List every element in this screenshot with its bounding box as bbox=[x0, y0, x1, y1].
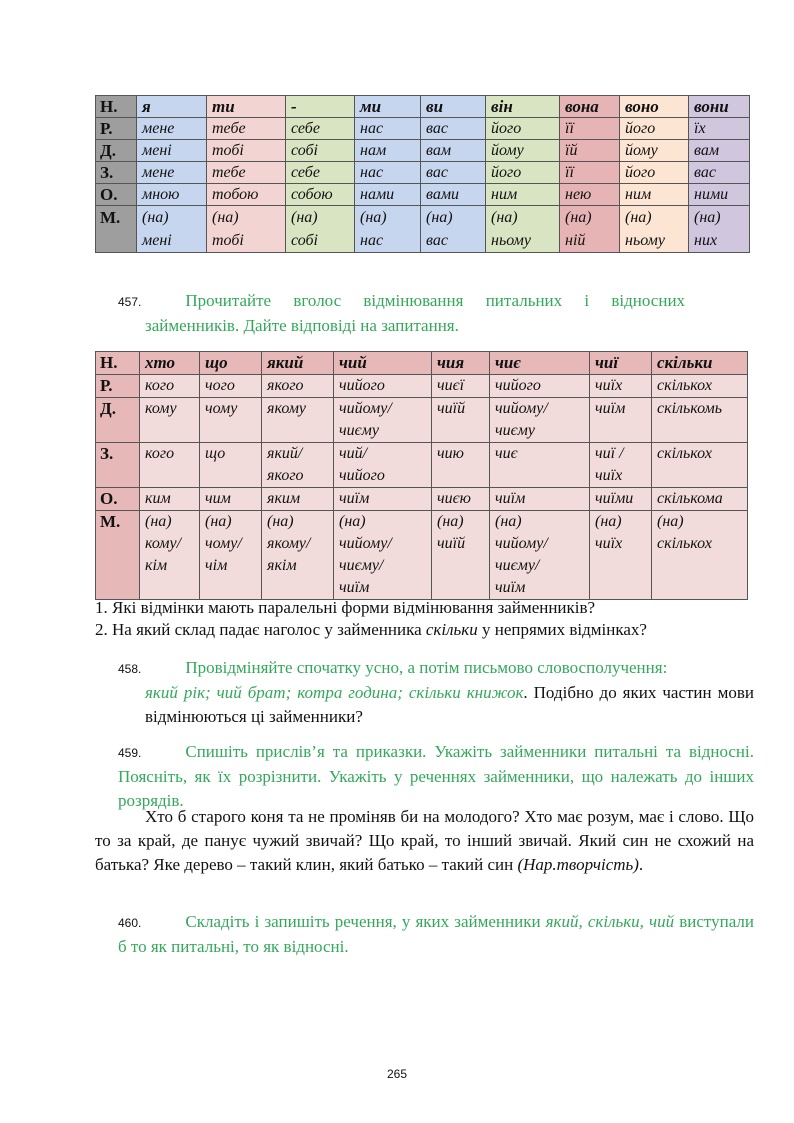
table-cell: (на) чийому/ чиєму/ чиїм bbox=[490, 511, 590, 600]
table-cell: чим bbox=[200, 488, 262, 511]
table-cell: (на) нас bbox=[355, 206, 421, 253]
case-label: Н. bbox=[96, 352, 140, 375]
personal-pronoun-table bbox=[95, 95, 750, 253]
table-cell: чиїм bbox=[334, 488, 432, 511]
table-cell: кого bbox=[140, 375, 200, 398]
case-label: М. bbox=[96, 511, 140, 600]
table-cell: його bbox=[620, 162, 689, 184]
table-cell: скількох bbox=[652, 375, 748, 398]
case-label: Н. bbox=[96, 96, 137, 118]
table-cell: (на) вас bbox=[421, 206, 486, 253]
table-cell: ним bbox=[486, 184, 560, 206]
case-label: О. bbox=[96, 488, 140, 511]
table-cell: вона bbox=[560, 96, 620, 118]
table-cell: ви bbox=[421, 96, 486, 118]
table-cell: вами bbox=[421, 184, 486, 206]
table-cell: який/ якого bbox=[262, 443, 334, 488]
table-cell: йому bbox=[486, 140, 560, 162]
exercise-number: 457. bbox=[118, 295, 142, 309]
table-cell: вас bbox=[689, 162, 750, 184]
table-cell: (на) чиїх bbox=[590, 511, 652, 600]
exercise-task: Провідміняйте спочатку усно, а потім письмово словосполучення: bbox=[185, 658, 668, 677]
table-cell: (на) ньому bbox=[620, 206, 689, 253]
table-cell: чиїм bbox=[490, 488, 590, 511]
exercise-task: 459. Спишіть прислів’я та приказки. Укажіть займенники питальні та відносні. Поясніть, як їх розрізнити. Укажіть у реченнях займенники, що належать до інших розрядів. bbox=[118, 742, 754, 810]
table-cell: чиєю bbox=[432, 488, 490, 511]
table-cell: тебе bbox=[207, 162, 286, 184]
table-cell: тебе bbox=[207, 118, 286, 140]
table-cell: я bbox=[137, 96, 207, 118]
table-cell: чий/ чийого bbox=[334, 443, 432, 488]
case-label: Р. bbox=[96, 375, 140, 398]
table-row bbox=[96, 443, 748, 488]
table-cell: чия bbox=[432, 352, 490, 375]
table-cell: (на) чийому/ чиєму/ чиїм bbox=[334, 511, 432, 600]
table-cell: мені bbox=[137, 140, 207, 162]
table-cell: чиїй bbox=[432, 398, 490, 443]
table-cell: якого bbox=[262, 375, 334, 398]
table-row bbox=[96, 398, 748, 443]
table-cell: ним bbox=[620, 184, 689, 206]
table-cell: чого bbox=[200, 375, 262, 398]
case-label: О. bbox=[96, 184, 137, 206]
table-cell: мною bbox=[137, 184, 207, 206]
case-label: З. bbox=[96, 162, 137, 184]
table-cell: нею bbox=[560, 184, 620, 206]
case-label: Д. bbox=[96, 398, 140, 443]
table-cell: ким bbox=[140, 488, 200, 511]
table-cell: ми bbox=[355, 96, 421, 118]
table-cell: нами bbox=[355, 184, 421, 206]
table-row bbox=[96, 162, 750, 184]
table-cell: кому bbox=[140, 398, 200, 443]
table-cell: чиї bbox=[590, 352, 652, 375]
question-2: 2. На який склад падає наголос у займенника скільки у непрямих відмінках? bbox=[95, 620, 647, 639]
table-cell: тобою bbox=[207, 184, 286, 206]
table-cell: його bbox=[486, 162, 560, 184]
table-cell: чийому/ чиєму bbox=[490, 398, 590, 443]
exercise-task-continued: займенників. Дайте відповіді на запитання. bbox=[145, 316, 459, 335]
table-cell: йому bbox=[620, 140, 689, 162]
table-cell: чиїх bbox=[590, 375, 652, 398]
table-cell: чийому/ чиєму bbox=[334, 398, 432, 443]
table-cell: нас bbox=[355, 162, 421, 184]
table-row bbox=[96, 184, 750, 206]
table-cell: (на) скількох bbox=[652, 511, 748, 600]
table-cell: чиєї bbox=[432, 375, 490, 398]
case-label: Р. bbox=[96, 118, 137, 140]
table-row bbox=[96, 206, 750, 253]
table-cell: воно bbox=[620, 96, 689, 118]
table-cell: її bbox=[560, 118, 620, 140]
table-cell: скількомь bbox=[652, 398, 748, 443]
table-cell: мене bbox=[137, 162, 207, 184]
table-cell: вам bbox=[689, 140, 750, 162]
table-cell: собі bbox=[286, 140, 355, 162]
exercise-460 bbox=[118, 910, 754, 959]
table-cell: скількох bbox=[652, 443, 748, 488]
table-row bbox=[96, 96, 750, 118]
table-cell: нам bbox=[355, 140, 421, 162]
table-cell: себе bbox=[286, 162, 355, 184]
table-cell: чийого bbox=[334, 375, 432, 398]
table-cell: чому bbox=[200, 398, 262, 443]
case-label: Д. bbox=[96, 140, 137, 162]
exercise-number: 459. bbox=[118, 746, 142, 760]
table-cell: нас bbox=[355, 118, 421, 140]
table-cell: тобі bbox=[207, 140, 286, 162]
table-cell: собою bbox=[286, 184, 355, 206]
table-cell: чию bbox=[432, 443, 490, 488]
table-row bbox=[96, 375, 748, 398]
table-row bbox=[96, 352, 748, 375]
table-cell: (на) них bbox=[689, 206, 750, 253]
table-cell: ними bbox=[689, 184, 750, 206]
table-cell: скількома bbox=[652, 488, 748, 511]
table-cell: (на) ньому bbox=[486, 206, 560, 253]
table-cell: їх bbox=[689, 118, 750, 140]
table-cell: себе bbox=[286, 118, 355, 140]
table-cell: його bbox=[486, 118, 560, 140]
proverbs-text: Хто б старого коня та не проміняв би на молодого? Хто має розум, має і слово. Що то за край, де панує чужий звичай? Що край, то інший звичай. Який син не схожий на батька? Яке дерево – такий клин, який батько – такий син (Нар.творчість). bbox=[95, 807, 754, 874]
table-cell: (на) тобі bbox=[207, 206, 286, 253]
table-cell: (на) якому/ якім bbox=[262, 511, 334, 600]
exercise-459 bbox=[118, 740, 754, 813]
table-row bbox=[96, 140, 750, 162]
exercise-task: 460. Складіть і запишіть речення, у яких займенники який, скільки, чий виступали б то як питальні, то як відносні. bbox=[118, 912, 754, 956]
table-cell: якому bbox=[262, 398, 334, 443]
table-cell: (на) мені bbox=[137, 206, 207, 253]
table-cell: яким bbox=[262, 488, 334, 511]
table-cell: - bbox=[286, 96, 355, 118]
table-cell: що bbox=[200, 443, 262, 488]
table-cell: чиї / чиїх bbox=[590, 443, 652, 488]
case-label: З. bbox=[96, 443, 140, 488]
table-cell: чий bbox=[334, 352, 432, 375]
exercise-number: 460. bbox=[118, 916, 142, 930]
table-cell: чиїми bbox=[590, 488, 652, 511]
question-1: 1. Які відмінки мають паралельні форми відмінювання займенників? bbox=[95, 598, 596, 617]
case-label: М. bbox=[96, 206, 137, 253]
table-cell: який bbox=[262, 352, 334, 375]
table-cell: їй bbox=[560, 140, 620, 162]
table-cell: чиє bbox=[490, 352, 590, 375]
table-cell: вас bbox=[421, 162, 486, 184]
table-cell: (на) кому/ кім bbox=[140, 511, 200, 600]
table-cell: ти bbox=[207, 96, 286, 118]
table-row bbox=[96, 511, 748, 600]
table-cell: скільки bbox=[652, 352, 748, 375]
table-cell: вас bbox=[421, 118, 486, 140]
table-cell: чиє bbox=[490, 443, 590, 488]
table-cell: (на) собі bbox=[286, 206, 355, 253]
exercise-task: Прочитайте вголос відмінювання питальних і відносних bbox=[185, 291, 686, 310]
table-cell: мене bbox=[137, 118, 207, 140]
table-cell: (на) ній bbox=[560, 206, 620, 253]
exercise-task-continued: який рік; чий брат; котра година; скільки книжок. Подібно до яких частин мови відмінюються ці займенники? bbox=[145, 683, 754, 726]
table-cell: кого bbox=[140, 443, 200, 488]
exercise-458 bbox=[118, 656, 754, 729]
page-number: 265 bbox=[386, 1067, 408, 1081]
table-cell: вам bbox=[421, 140, 486, 162]
exercise-457 bbox=[118, 289, 754, 338]
table-cell: вони bbox=[689, 96, 750, 118]
table-cell: що bbox=[200, 352, 262, 375]
table-cell: її bbox=[560, 162, 620, 184]
table-cell: чиїм bbox=[590, 398, 652, 443]
table-cell: хто bbox=[140, 352, 200, 375]
table-cell: (на) чому/ чім bbox=[200, 511, 262, 600]
table-cell: чийого bbox=[490, 375, 590, 398]
table-row bbox=[96, 118, 750, 140]
interrogative-pronoun-table bbox=[95, 351, 748, 600]
table-cell: він bbox=[486, 96, 560, 118]
table-row bbox=[96, 488, 748, 511]
table-cell: його bbox=[620, 118, 689, 140]
exercise-number: 458. bbox=[118, 662, 142, 676]
table-cell: (на) чиїй bbox=[432, 511, 490, 600]
